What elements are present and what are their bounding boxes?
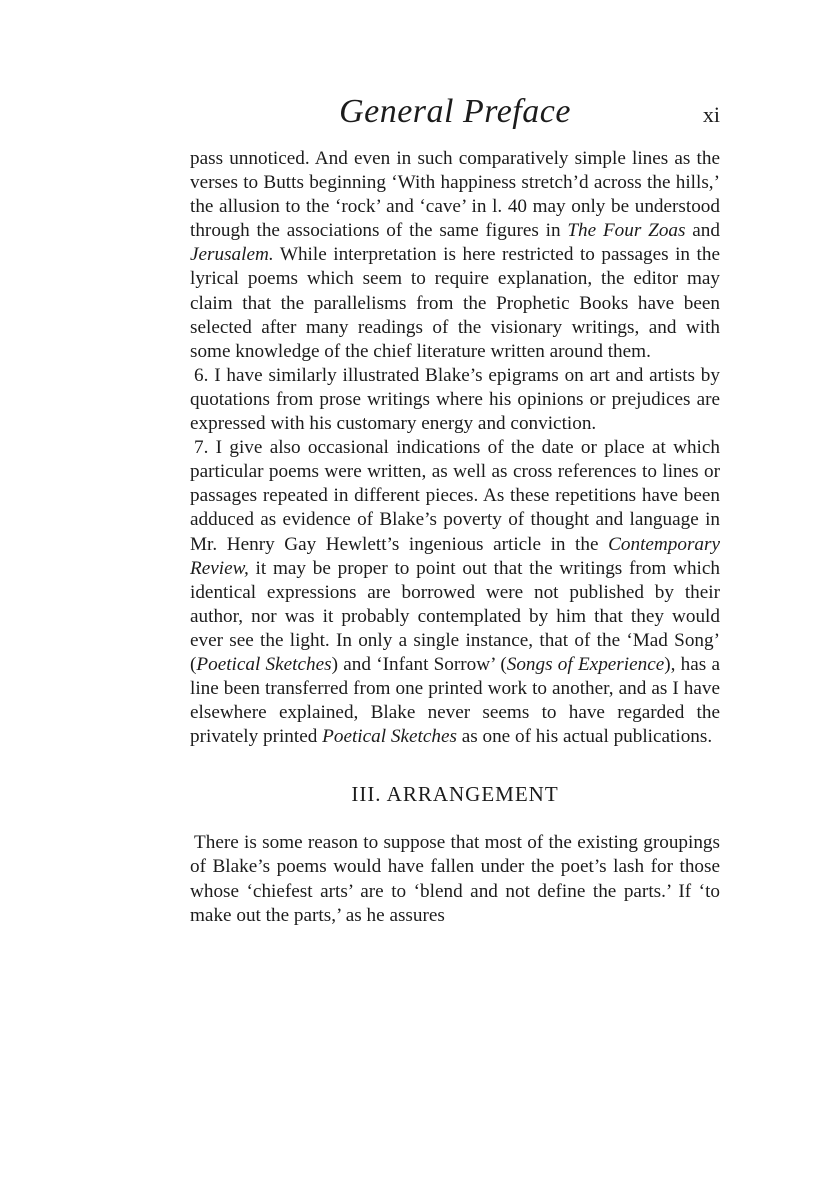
section-heading: III. ARRANGEMENT (351, 782, 559, 807)
italic-title-poetical-sketches: Poetical Sketches (322, 726, 457, 748)
italic-title-poetical-sketches: Poetical Sketches (196, 653, 332, 675)
italic-title-contemporary-review: Contemporary Review, (190, 533, 720, 579)
text-run: ) and ‘Infant Sorrow’ ( (331, 653, 507, 675)
italic-title-songs-of-experience: Songs of Experience (506, 653, 665, 675)
italic-title-four-zoas: The Four Zoas (567, 220, 686, 242)
paragraph-item-7 (190, 436, 720, 749)
text-run: pass unnoticed. And even in such comparatively simple lines as the verses to Butts beginning ‘With happiness stretch’d across the hills,’ the allusion to the ‘rock’ and ‘cave’ in l. 40 may only be understood through the associations of the same figures in (190, 148, 720, 242)
running-head (190, 88, 720, 138)
text-run: While interpretation is here restricted to passages in the lyrical poems which seem to require explanation, the editor may claim that the parallelisms from the Prophetic Books have been selected after many readings of the visionary writings, and with some knowledge of the chief literature written around them. (190, 244, 720, 362)
text-run: ), has a line been transferred from one printed work to another, and as I have elsewhere explained, Blake never seems to have regarded the privately printed (190, 653, 721, 748)
text-run: it may be proper to point out that the writings from which identical expressions are borrowed were not published by their author, nor was it probably contemplated by him that they would ever see the light. In only a single instance, that of the ‘Mad Song’ ( (190, 557, 720, 675)
italic-title-jerusalem: Jerusalem. (190, 244, 274, 266)
paragraph-arrangement: There is some reason to suppose that most of the existing groupings of Blake’s poems would have fallen under the poet’s lash for those whose ‘chiefest arts’ are to ‘blend and not define the parts.’ If ‘to make out the parts,’ as he assures (190, 832, 720, 926)
paragraph-item-6: 6. I have similarly illustrated Blake’s epigrams on art and artists by quotations from prose writings where his opinions or prejudices are expressed with his customary energy and conviction. (190, 364, 720, 435)
paragraph-continued (190, 147, 720, 364)
page-number: xi (702, 102, 720, 127)
running-head-title: General Preface (339, 93, 571, 130)
text-run: and (685, 220, 720, 242)
page-body (190, 147, 720, 928)
text-run: 7. I give also occasional indications of the date or place at which particular poems were written, as well as cross references to lines or passages repeated in different pieces. As these repetitions have been adduced as evidence of Blake’s poverty of thought and language in Mr. Henry Gay Hewlett’s ingenious article in the (190, 437, 720, 555)
text-run: as one of his actual publications. (456, 726, 713, 748)
